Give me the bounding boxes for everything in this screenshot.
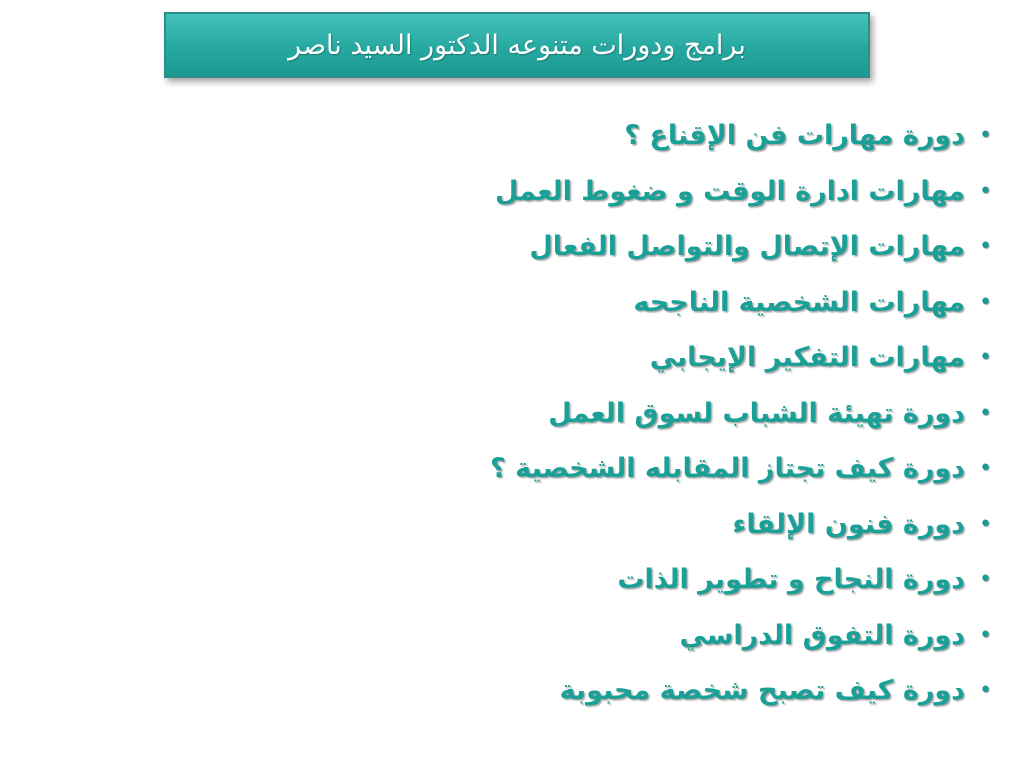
course-label: دورة فنون الإلقاء	[732, 508, 966, 540]
list-item	[352, 663, 992, 719]
slide-title: برامج ودورات متنوعه الدكتور السيد ناصر	[288, 29, 746, 61]
list-item	[352, 552, 992, 608]
course-label: دورة مهارات فن الإقناع ؟	[624, 120, 966, 152]
course-label: مهارات التفكير الإيجابي	[649, 342, 966, 374]
bullet-icon: •	[979, 345, 992, 371]
list-item	[352, 275, 992, 331]
course-label: دورة كيف تصبح شخصة محبوبة	[559, 675, 966, 707]
course-label: مهارات الإتصال والتواصل الفعال	[529, 231, 966, 263]
course-label: مهارات ادارة الوقت و ضغوط العمل	[495, 175, 966, 207]
bullet-icon: •	[979, 289, 992, 315]
title-banner	[164, 12, 870, 78]
course-label: دورة كيف تجتاز المقابله الشخصية ؟	[490, 453, 966, 485]
bullet-icon: •	[979, 123, 992, 149]
course-label: دورة تهيئة الشباب لسوق العمل	[548, 397, 966, 429]
bullet-icon: •	[979, 400, 992, 426]
bullet-icon: •	[979, 234, 992, 260]
list-item	[352, 219, 992, 275]
bullet-icon: •	[979, 567, 992, 593]
course-list	[352, 108, 992, 719]
bullet-icon: •	[979, 511, 992, 537]
list-item	[352, 330, 992, 386]
list-item	[352, 497, 992, 553]
list-item	[352, 608, 992, 664]
list-item	[352, 441, 992, 497]
bullet-icon: •	[979, 456, 992, 482]
list-item	[352, 164, 992, 220]
course-label: دورة التفوق الدراسي	[679, 619, 966, 651]
bullet-icon: •	[979, 622, 992, 648]
bullet-icon: •	[979, 678, 992, 704]
course-label: دورة النجاح و تطوير الذات	[617, 564, 966, 596]
bullet-icon: •	[979, 178, 992, 204]
list-item	[352, 386, 992, 442]
list-item	[352, 108, 992, 164]
course-label: مهارات الشخصية الناجحه	[633, 286, 966, 318]
